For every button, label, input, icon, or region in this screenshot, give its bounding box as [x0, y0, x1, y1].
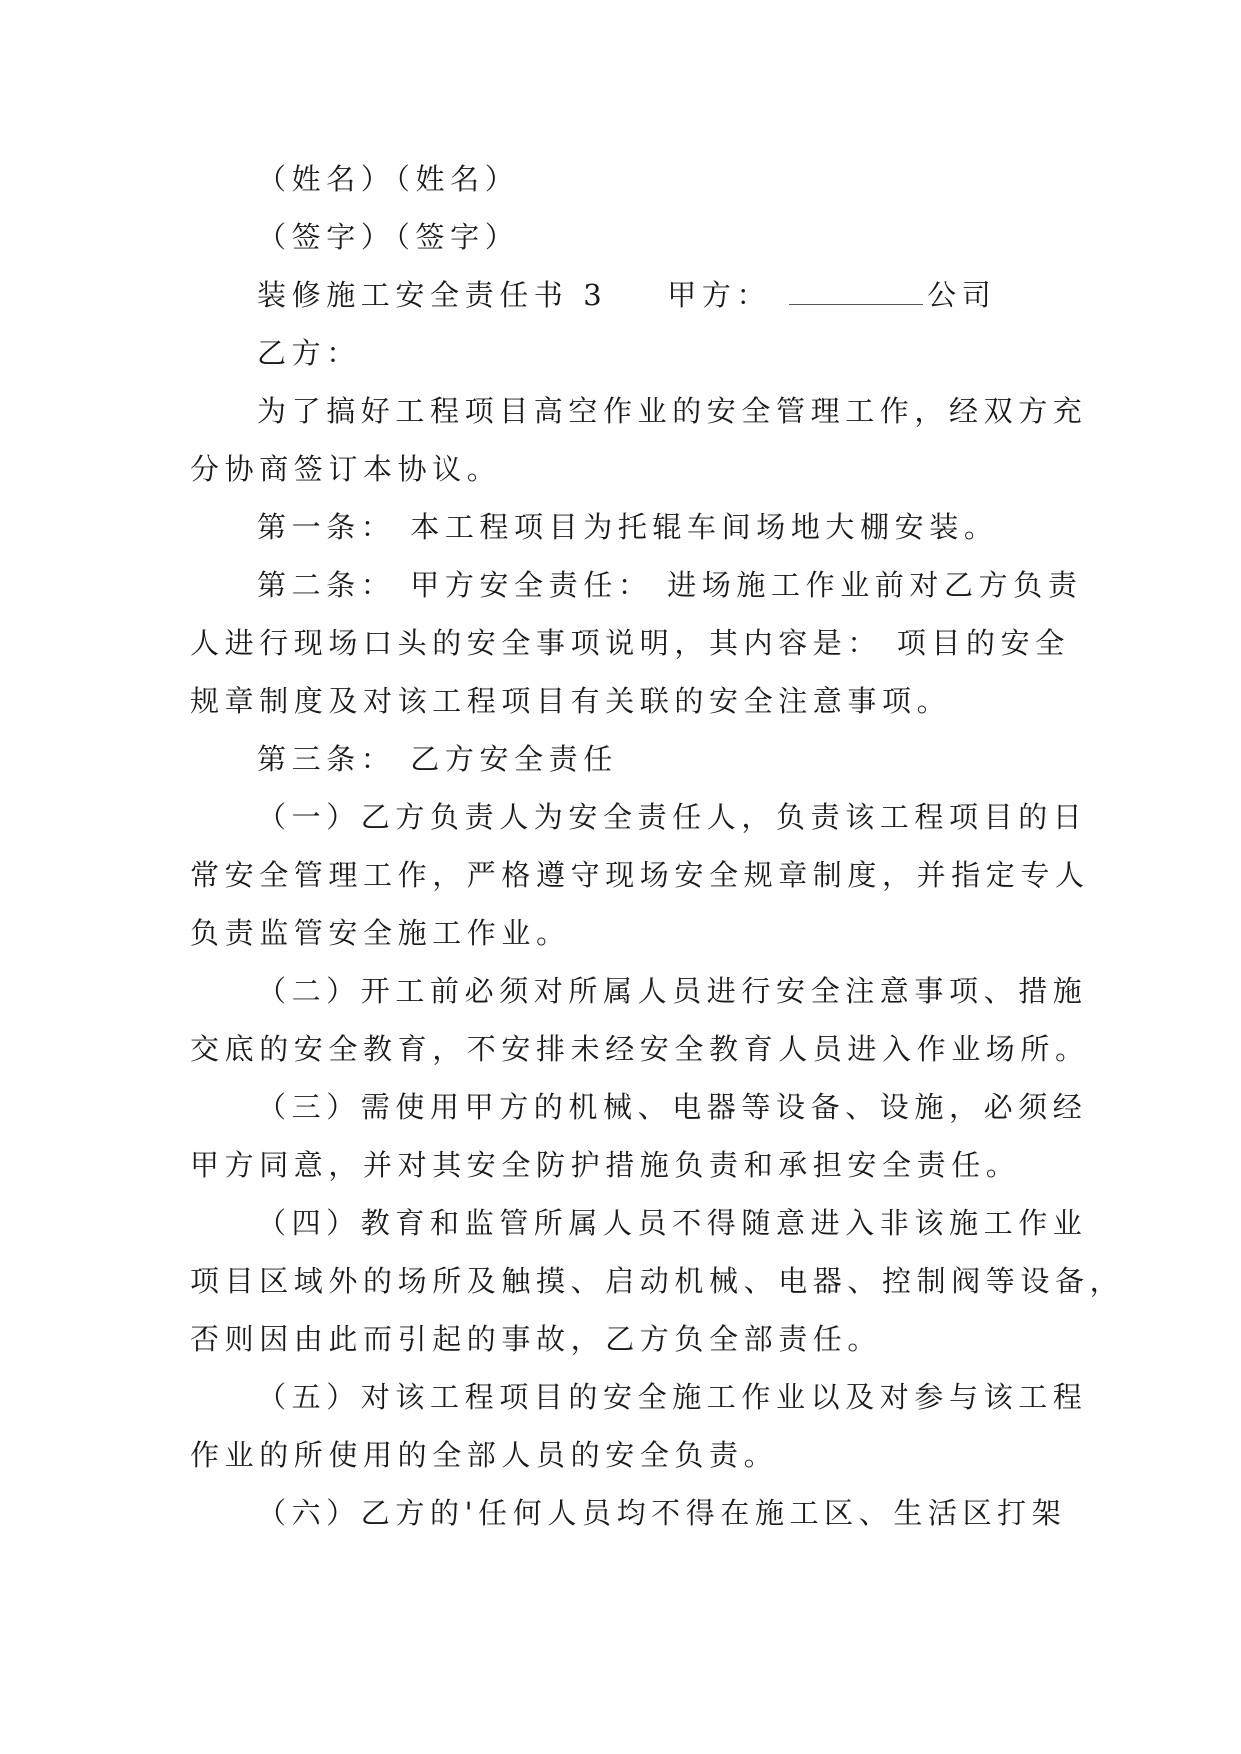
clause-2-line-1: （二）开工前必须对所属人员进行安全注意事项、措施	[257, 974, 1088, 1008]
clause-5-line-1: （五）对该工程项目的安全施工作业以及对参与该工程	[257, 1380, 1088, 1414]
article-2-line-1: 第二条： 甲方安全责任： 进场施工作业前对乙方负责	[257, 568, 1083, 602]
clause-4-line-2: 项目区域外的场所及触摸、启动机械、电器、控制阀等设备，	[190, 1264, 1125, 1298]
clause-4-line-1: （四）教育和监管所属人员不得随意进入非该施工作业	[257, 1206, 1088, 1240]
clause-5-line-2: 作业的所使用的全部人员的安全负责。	[190, 1438, 779, 1472]
article-2-line-3: 规章制度及对该工程项目有关联的安全注意事项。	[190, 684, 952, 718]
party-b-line: 乙方：	[257, 336, 361, 370]
paragraph-intro-1: 为了搞好工程项目高空作业的安全管理工作，经双方充	[257, 394, 1088, 428]
clause-1-line-2: 常安全管理工作，严格遵守现场安全规章制度，并指定专人	[190, 858, 1090, 892]
party-a-suffix: 公司	[927, 278, 997, 312]
article-1: 第一条： 本工程项目为托辊车间场地大棚安装。	[257, 510, 999, 544]
clause-1-line-1: （一）乙方负责人为安全责任人，负责该工程项目的日	[257, 800, 1088, 834]
party-a-label: 甲方：	[667, 278, 772, 312]
signature-sign-line: （签字）（签字）	[257, 220, 520, 254]
article-3-heading: 第三条： 乙方安全责任	[257, 742, 618, 776]
document-body	[190, 150, 1125, 1542]
clause-4-line-3: 否则因由此而引起的事故，乙方负全部责任。	[190, 1322, 883, 1356]
signature-names-line: （姓名）（姓名）	[257, 162, 520, 196]
clause-2-line-2: 交底的安全教育，不安排未经安全教育人员进入作业场所。	[190, 1032, 1090, 1066]
clause-6-line-1: （六）乙方的'任何人员均不得在施工区、生活区打架	[257, 1496, 1067, 1530]
document-title: 装修施工安全责任书 3	[257, 278, 608, 312]
clause-1-line-3: 负责监管安全施工作业。	[190, 916, 571, 950]
clause-3-line-1: （三）需使用甲方的机械、电器等设备、设施，必须经	[257, 1090, 1088, 1124]
article-2-line-2: 人进行现场口头的安全事项说明，其内容是： 项目的安全	[190, 626, 1070, 660]
title-line	[190, 266, 1060, 324]
paragraph-intro-2: 分协商签订本协议。	[190, 452, 502, 486]
party-a-blank	[789, 278, 927, 312]
clause-3-line-2: 甲方同意，并对其安全防护措施负责和承担安全责任。	[190, 1148, 1021, 1182]
